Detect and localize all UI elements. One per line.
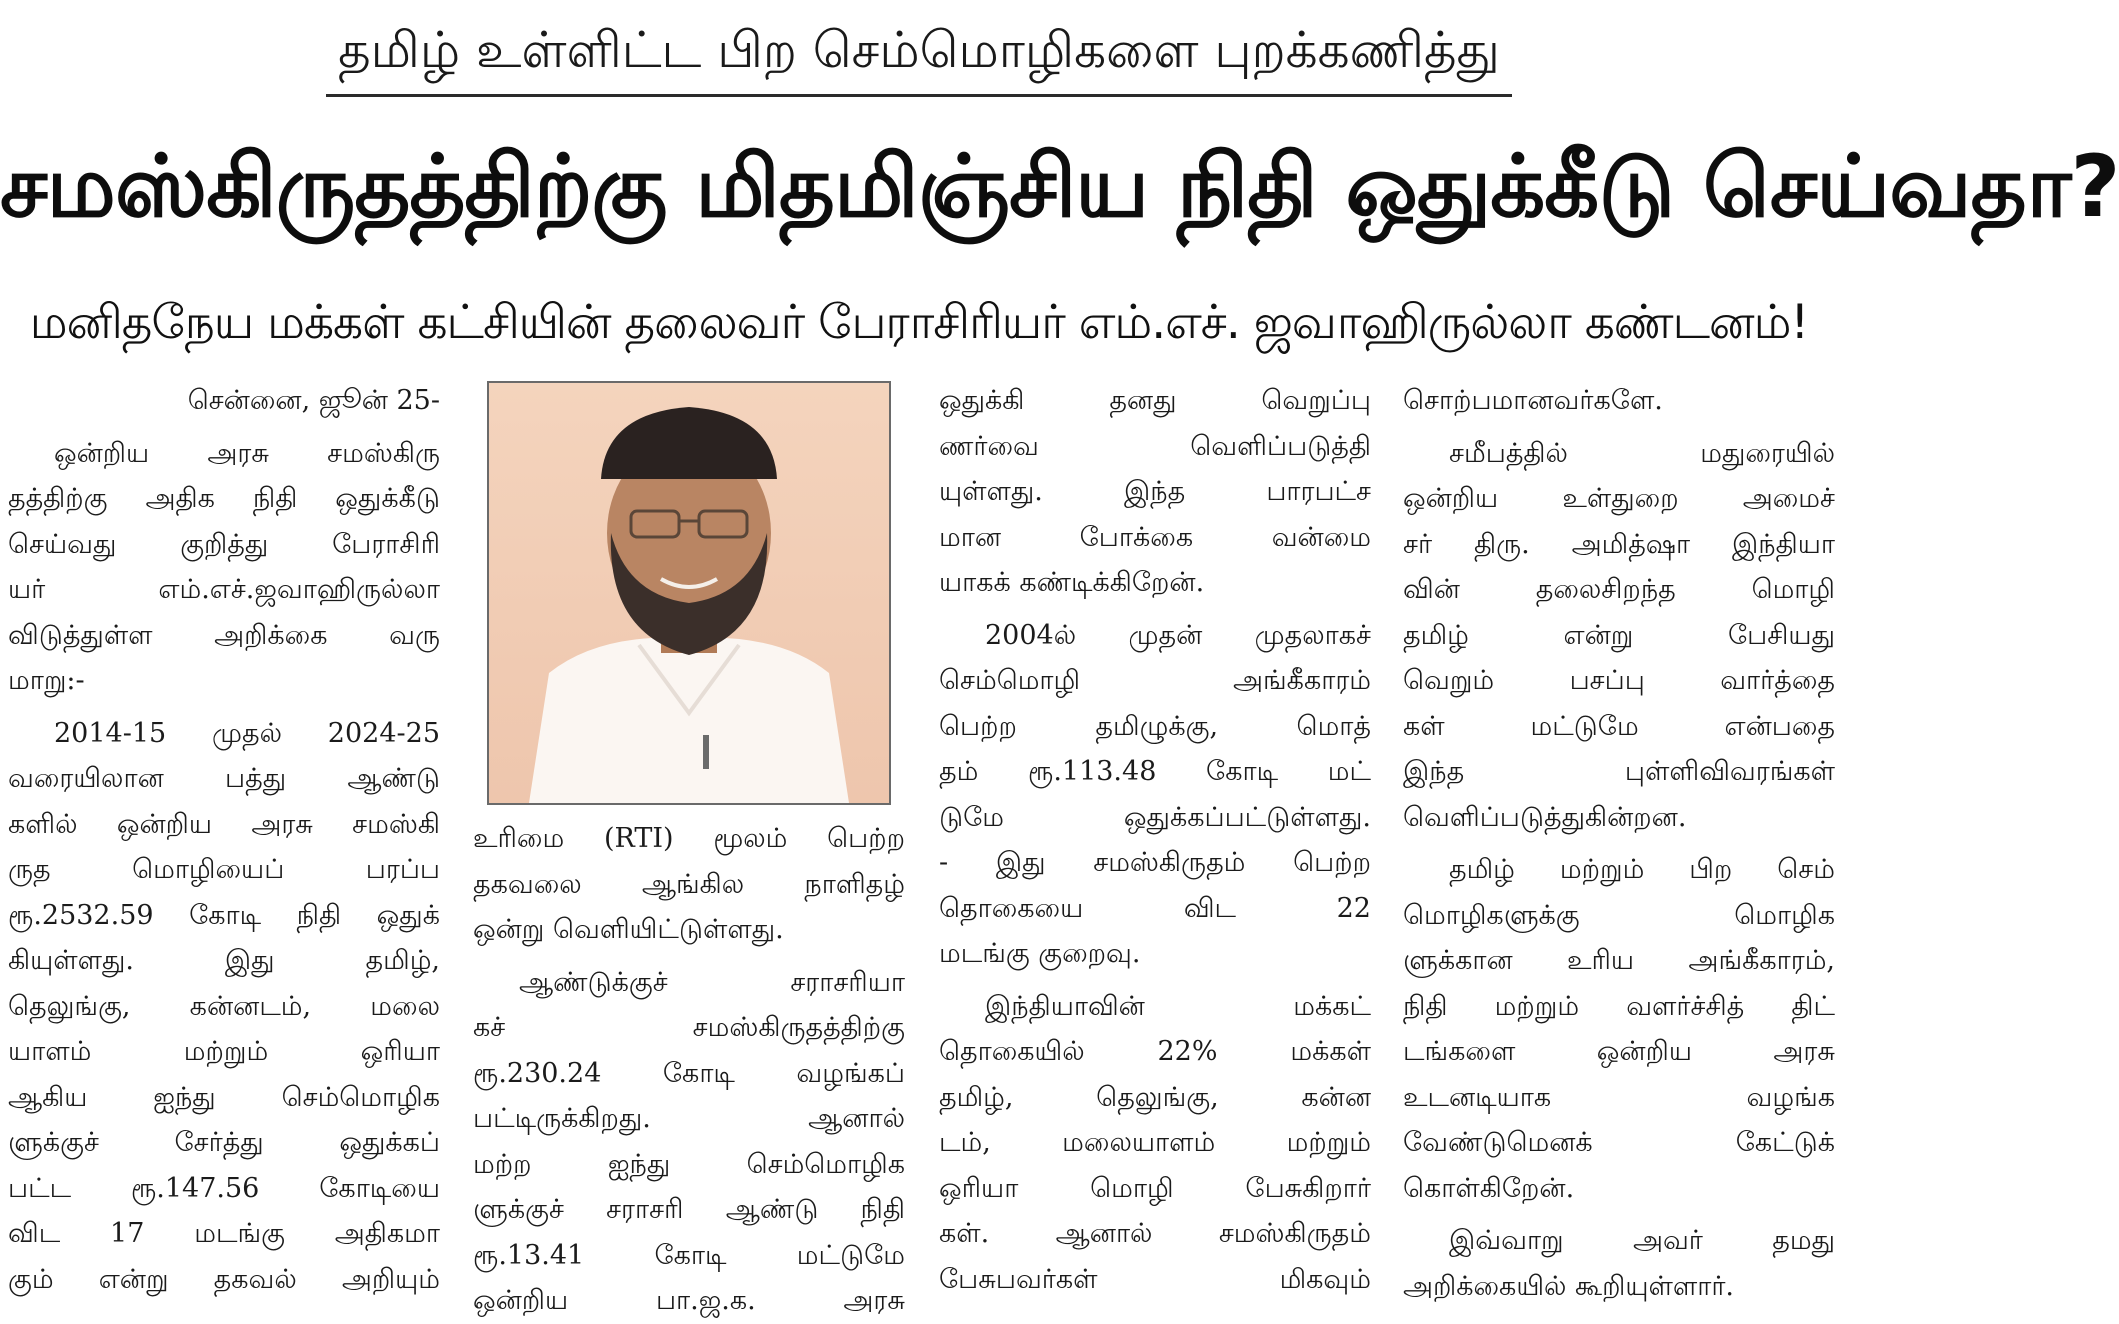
article-line: யாளம் மற்றும் ஒரியா bbox=[8, 1036, 440, 1067]
portrait-photo bbox=[487, 381, 891, 805]
article-line: ளுக்குச் சராசரி ஆண்டு நிதி bbox=[473, 1194, 905, 1225]
article-line: விட 17 மடங்கு அதிகமா bbox=[8, 1218, 440, 1249]
subheadline: மனிதநேய மக்கள் கட்சியின் தலைவர் பேராசிரியர் எம்.எச். ஜவாஹிருல்லா கண்டனம்! bbox=[29, 295, 1809, 350]
article-line: 2014-15 முதல் 2024-25 bbox=[54, 717, 440, 749]
kicker-line bbox=[0, 10, 1838, 102]
article-line: மடங்கு குறைவு. bbox=[939, 938, 1141, 969]
article-line: விடுத்துள்ள அறிக்கை வரு bbox=[8, 619, 440, 651]
article-line: தமிழ், தெலுங்கு, கன்ன bbox=[939, 1081, 1371, 1113]
article-line: பட்ட ரூ.147.56 கோடியை bbox=[8, 1172, 440, 1204]
article-line: - இது சமஸ்கிருதம் பெற்ற bbox=[939, 847, 1371, 878]
article-line: ஒன்றிய பா.ஜ.க. அரசு bbox=[473, 1285, 905, 1316]
article-line: தெலுங்கு, கன்னடம், மலை bbox=[8, 990, 440, 1022]
article-line: தகவலை ஆங்கில நாளிதழ் bbox=[473, 868, 905, 900]
headline: சமஸ்கிருதத்திற்கு மிதமிஞ்சிய நிதி ஒதுக்கீடு செய்வதா? bbox=[0, 137, 2119, 237]
article-column-4 bbox=[1403, 378, 1835, 1309]
article-line: இவ்வாறு அவர் தமது bbox=[1449, 1225, 1835, 1256]
article-line: யுள்ளது. இந்த பாரபட்ச bbox=[939, 476, 1371, 507]
article-line: டுமே ஒதுக்கப்பட்டுள்ளது. bbox=[939, 801, 1371, 833]
article-line: 2004ல் முதன் முதலாகச் bbox=[985, 619, 1371, 651]
article-line: வெறும் பசப்பு வார்த்தை bbox=[1403, 665, 1835, 696]
kicker-text: தமிழ் உள்ளிட்ட பிற செம்மொழிகளை புறக்கணித்து bbox=[326, 10, 1512, 97]
article-line: வின் தலைசிறந்த மொழி bbox=[1403, 574, 1835, 605]
dateline: சென்னை, ஜூன் 25- bbox=[187, 385, 440, 416]
article-line: ஒதுக்கி தனது வெறுப்பு bbox=[939, 385, 1371, 416]
article-line: ரூ.230.24 கோடி வழங்கப் bbox=[473, 1057, 905, 1089]
article-line: மற்ற ஐந்து செம்மொழிக bbox=[473, 1148, 905, 1180]
article-column-1 bbox=[8, 378, 440, 1302]
article-line: யர் எம்.எச்.ஜவாஹிருல்லா bbox=[8, 574, 440, 605]
article-line: ஒன்றிய உள்துறை அமைச் bbox=[1403, 483, 1835, 514]
article-line: ணர்வை வெளிப்படுத்தி bbox=[939, 430, 1371, 462]
article-line: தத்திற்கு அதிக நிதி ஒதுக்கீடு bbox=[8, 483, 440, 514]
article-line: வேண்டுமெனக் கேட்டுக் bbox=[1403, 1127, 1835, 1158]
article-line: செய்வது குறித்து பேராசிரி bbox=[8, 528, 440, 560]
article-line: ஒரியா மொழி பேசுகிறார் bbox=[939, 1172, 1371, 1204]
article-line: வரையிலான பத்து ஆண்டு bbox=[8, 763, 440, 794]
article-line: உடனடியாக வழங்க bbox=[1403, 1081, 1835, 1113]
article-line: களில் ஒன்றிய அரசு சமஸ்கி bbox=[8, 808, 440, 840]
article-line: மொழிகளுக்கு மொழிக bbox=[1403, 899, 1835, 931]
article-column-3 bbox=[939, 378, 1371, 1302]
article-line: பட்டிருக்கிறது. ஆனால் bbox=[473, 1103, 905, 1134]
article-line: கச் சமஸ்கிருதத்திற்கு bbox=[473, 1012, 905, 1043]
article-line: இந்த புள்ளிவிவரங்கள் bbox=[1403, 756, 1835, 787]
article-column-2 bbox=[473, 816, 905, 1324]
article-line: செம்மொழி அங்கீகாரம் bbox=[939, 665, 1371, 696]
article-line: ளுக்கான உரிய அங்கீகாரம், bbox=[1403, 945, 1835, 976]
article-line: தம் ரூ.113.48 கோடி மட் bbox=[939, 756, 1371, 787]
article-line: மான போக்கை வன்மை bbox=[939, 521, 1371, 553]
article-line: தமிழ் மற்றும் பிற செம் bbox=[1449, 854, 1835, 885]
article-line: டங்களை ஒன்றிய அரசு bbox=[1403, 1036, 1835, 1067]
article-line: பேசுபவர்கள் மிகவும் bbox=[939, 1263, 1371, 1295]
article-line: தொகையில் 22% மக்கள் bbox=[939, 1036, 1371, 1067]
article-line: வெளிப்படுத்துகின்றன. bbox=[1403, 801, 1687, 833]
article-line: அறிக்கையில் கூறியுள்ளார். bbox=[1403, 1270, 1735, 1302]
article-line: கியுள்ளது. இது தமிழ், bbox=[8, 945, 440, 976]
article-line: ரூ.2532.59 கோடி நிதி ஒதுக் bbox=[8, 899, 440, 931]
article-line: உரிமை (RTI) மூலம் பெற்ற bbox=[473, 823, 905, 854]
article-line: யாகக் கண்டிக்கிறேன். bbox=[939, 567, 1205, 598]
article-line: தொகையை விட 22 bbox=[939, 892, 1371, 924]
article-line: தமிழ் என்று பேசியது bbox=[1403, 619, 1835, 651]
article-line: கள் மட்டுமே என்பதை bbox=[1403, 710, 1835, 742]
article-line: ஆண்டுக்குச் சராசரியா bbox=[519, 966, 905, 998]
article-line: நிதி மற்றும் வளர்ச்சித் திட் bbox=[1403, 990, 1835, 1022]
article-line: ஒன்று வெளியிட்டுள்ளது. bbox=[473, 914, 784, 945]
article-line: கும் என்று தகவல் அறியும் bbox=[8, 1263, 440, 1295]
article-line: ருத மொழியைப் பரப்ப bbox=[8, 854, 440, 885]
article-line: சமீபத்தில் மதுரையில் bbox=[1449, 437, 1835, 469]
article-line: ஒன்றிய அரசு சமஸ்கிரு bbox=[54, 437, 440, 469]
article-line: ரூ.13.41 கோடி மட்டுமே bbox=[473, 1239, 905, 1271]
article-line: டம், மலையாளம் மற்றும் bbox=[939, 1127, 1371, 1158]
article-line: பெற்ற தமிழுக்கு, மொத் bbox=[939, 710, 1371, 742]
article-line: ஆகிய ஐந்து செம்மொழிக bbox=[8, 1081, 440, 1113]
article-line: கள். ஆனால் சமஸ்கிருதம் bbox=[939, 1218, 1371, 1249]
portrait-illustration bbox=[489, 383, 889, 803]
article-line: கொள்கிறேன். bbox=[1403, 1172, 1575, 1204]
article-line: ளுக்குச் சேர்த்து ஒதுக்கப் bbox=[8, 1127, 440, 1158]
article-line: மாறு:- bbox=[8, 665, 85, 696]
article-line: இந்தியாவின் மக்கட் bbox=[985, 990, 1371, 1022]
article-line: சொற்பமானவர்களே. bbox=[1403, 385, 1663, 416]
article-line: சர் திரு. அமித்ஷா இந்தியா bbox=[1403, 528, 1835, 560]
